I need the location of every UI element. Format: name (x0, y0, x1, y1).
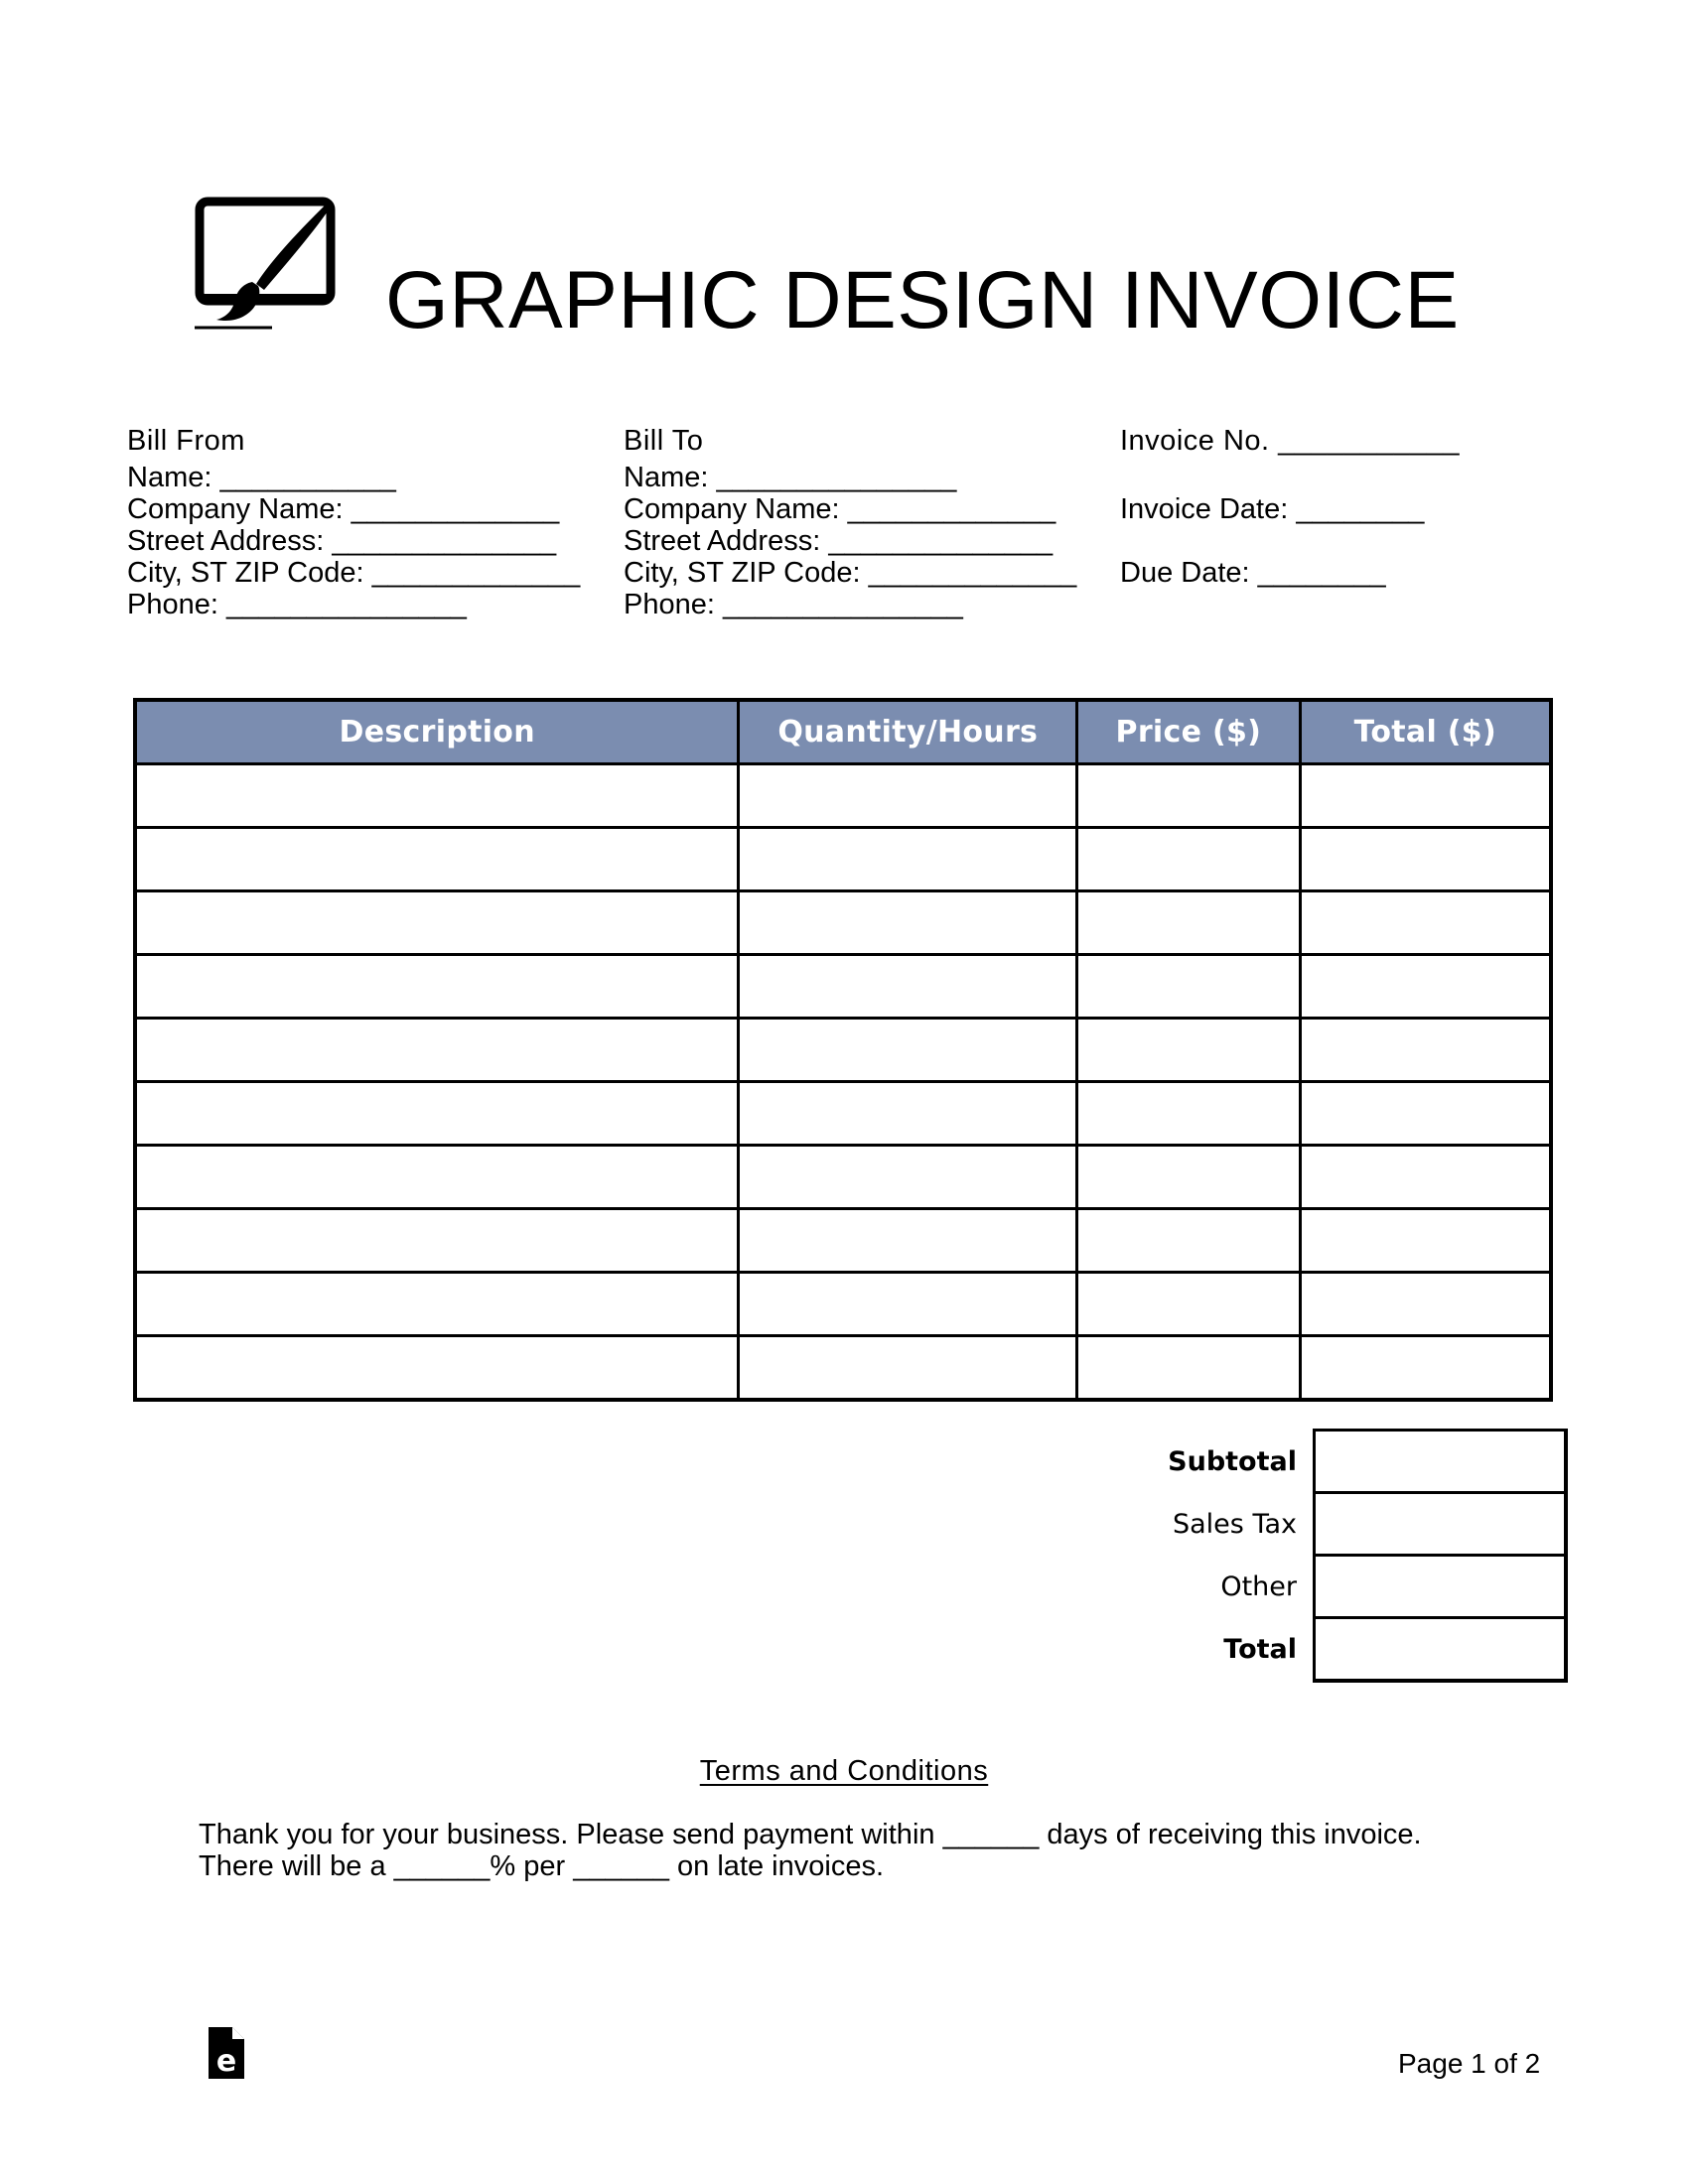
quantity-cell[interactable] (739, 891, 1077, 955)
invoice-info-section (1120, 425, 1460, 589)
price-cell[interactable] (1077, 828, 1300, 891)
price-cell[interactable] (1077, 1082, 1300, 1146)
terms-heading (0, 1755, 1688, 1788)
bill-to-section (624, 425, 1076, 620)
table-row (135, 955, 1551, 1019)
total-label: Total (1223, 1633, 1297, 1665)
description-cell[interactable] (135, 1082, 739, 1146)
bill-from-section (127, 425, 580, 620)
price-cell[interactable] (1077, 1336, 1300, 1401)
total-cell[interactable] (1300, 1273, 1551, 1336)
invoice-number-field[interactable]: Invoice No. ___________ (1120, 425, 1461, 457)
invoice-date-field[interactable]: Invoice Date: ________ (1120, 493, 1425, 525)
total-cell[interactable] (1300, 1146, 1551, 1209)
bill-to-company-field[interactable]: Company Name: _____________ (624, 493, 1056, 525)
bill-from-street-field[interactable]: Street Address: ______________ (127, 525, 557, 557)
total-cell[interactable] (1300, 891, 1551, 955)
description-cell[interactable] (135, 1273, 739, 1336)
bill-to-heading: Bill To (624, 425, 704, 457)
description-cell[interactable] (135, 955, 739, 1019)
description-cell[interactable] (135, 891, 739, 955)
description-header: Description (135, 700, 739, 764)
bill-to-city-field[interactable]: City, ST ZIP Code: _____________ (624, 557, 1077, 589)
total-cell[interactable] (1300, 828, 1551, 891)
quantity-cell[interactable] (739, 955, 1077, 1019)
other-row (993, 1556, 1566, 1618)
bill-from-heading: Bill From (127, 425, 245, 457)
bill-to-street-field[interactable]: Street Address: ______________ (624, 525, 1054, 557)
svg-text:e: e (215, 2044, 237, 2079)
description-cell[interactable] (135, 1336, 739, 1401)
total-cell[interactable] (1300, 1336, 1551, 1401)
other-label: Other (1220, 1570, 1297, 1602)
table-row (135, 1082, 1551, 1146)
subtotal-label: Subtotal (1168, 1445, 1297, 1477)
subtotal-cell[interactable] (1315, 1431, 1567, 1493)
table-row (135, 891, 1551, 955)
bill-from-phone-field[interactable]: Phone: _______________ (127, 589, 467, 620)
quantity-cell[interactable] (739, 1273, 1077, 1336)
quantity-cell[interactable] (739, 1082, 1077, 1146)
bill-from-name-field[interactable]: Name: ___________ (127, 462, 396, 493)
quantity-cell[interactable] (739, 828, 1077, 891)
quantity-cell[interactable] (739, 1146, 1077, 1209)
page-title: GRAPHIC DESIGN INVOICE (385, 255, 1460, 345)
table-row (135, 828, 1551, 891)
due-date-field[interactable]: Due Date: ________ (1120, 557, 1386, 589)
description-cell[interactable] (135, 1146, 739, 1209)
subtotal-row (993, 1431, 1566, 1493)
table-header-row (135, 700, 1551, 764)
total-cell[interactable] (1300, 1019, 1551, 1082)
eforms-logo-icon (207, 2025, 246, 2081)
description-cell[interactable] (135, 1019, 739, 1082)
sales-tax-label: Sales Tax (1173, 1508, 1297, 1540)
table-row (135, 1209, 1551, 1273)
price-cell[interactable] (1077, 955, 1300, 1019)
bill-to-name-field[interactable]: Name: _______________ (624, 462, 957, 493)
table-row (135, 1019, 1551, 1082)
total-cell[interactable] (1300, 1082, 1551, 1146)
line-items-table (133, 698, 1553, 1402)
total-cell[interactable] (1300, 764, 1551, 828)
table-row (135, 764, 1551, 828)
total-cell[interactable] (1300, 1209, 1551, 1273)
quantity-cell[interactable] (739, 764, 1077, 828)
bill-to-phone-field[interactable]: Phone: _______________ (624, 589, 963, 620)
sales-tax-row (993, 1493, 1566, 1556)
total-cell[interactable] (1315, 1618, 1567, 1682)
quantity-cell[interactable] (739, 1019, 1077, 1082)
price-cell[interactable] (1077, 764, 1300, 828)
sales-tax-cell[interactable] (1315, 1493, 1567, 1556)
price-cell[interactable] (1077, 1209, 1300, 1273)
monitor-paintbrush-icon (195, 197, 336, 336)
bill-from-city-field[interactable]: City, ST ZIP Code: _____________ (127, 557, 581, 589)
quantity-cell[interactable] (739, 1336, 1077, 1401)
table-row (135, 1273, 1551, 1336)
total-header: Total ($) (1300, 700, 1551, 764)
bill-from-company-field[interactable]: Company Name: _____________ (127, 493, 560, 525)
terms-heading-text: Terms and Conditions (699, 1755, 989, 1787)
price-header: Price ($) (1077, 700, 1300, 764)
other-cell[interactable] (1315, 1556, 1567, 1618)
total-cell[interactable] (1300, 955, 1551, 1019)
table-row (135, 1146, 1551, 1209)
quantity-cell[interactable] (739, 1209, 1077, 1273)
price-cell[interactable] (1077, 891, 1300, 955)
description-cell[interactable] (135, 764, 739, 828)
terms-text: Thank you for your business. Please send payment within ______ days of receiving this invoice. There will be a ______% per ______ on late invoices. (199, 1819, 1422, 1882)
description-cell[interactable] (135, 1209, 739, 1273)
price-cell[interactable] (1077, 1146, 1300, 1209)
description-cell[interactable] (135, 828, 739, 891)
page-number: Page 1 of 2 (1398, 2048, 1541, 2079)
total-row (993, 1618, 1566, 1682)
quantity-header: Quantity/Hours (739, 700, 1077, 764)
price-cell[interactable] (1077, 1273, 1300, 1336)
totals-table (993, 1429, 1568, 1683)
price-cell[interactable] (1077, 1019, 1300, 1082)
table-row (135, 1336, 1551, 1401)
